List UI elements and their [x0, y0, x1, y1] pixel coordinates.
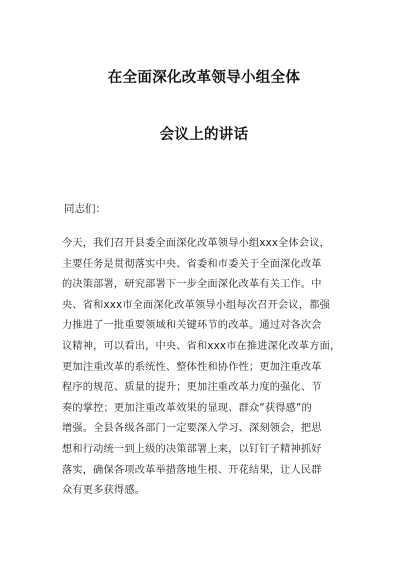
body-line: 奏的掌控；更加注重改革效果的显现、群众“获得感”的	[62, 402, 312, 414]
body-line: 想和行动统一到上级的决策部署上来，以钉钉子精神抓好	[62, 443, 322, 455]
body-line: 落实，确保各项改革举措落地生根、开花结果，让人民群	[62, 464, 322, 476]
body-line: 主要任务是贯彻落实中央、省委和市委关于全面深化改革	[62, 258, 322, 270]
document-title-line-1: 在全面深化改革领导小组全体	[107, 70, 301, 86]
document-title-line-2: 会议上的讲话	[159, 127, 249, 143]
body-line: 央、省和xxx市全面深化改革领导小组每次召开会议，都强	[62, 299, 330, 311]
body-line: 众有更多获得感。	[62, 485, 146, 497]
body-line: 力推进了一批重要领域和关键环节的改革。通过对各次会	[62, 320, 322, 332]
body-line: 增强。全县各级各部门一定要深入学习、深刻领会，把思	[62, 423, 322, 435]
body-line: 程序的规范、质量的提升；更加注重改革力度的强化、节	[62, 382, 322, 394]
body-line: 的决策部署，研究部署下一步全面深化改革有关工作。中	[62, 279, 322, 291]
body-line: 更加注重改革的系统性、整体性和协作性；更加注重改革	[62, 361, 322, 373]
salutation: 同志们：	[64, 203, 106, 215]
body-line: 议精神，可以看出，中央、省和xxx市在推进深化改革方面，	[62, 340, 341, 352]
body-line: 今天，我们召开县委全面深化改革领导小组xxx全体会议，	[62, 238, 330, 249]
body-paragraph	[62, 234, 362, 502]
